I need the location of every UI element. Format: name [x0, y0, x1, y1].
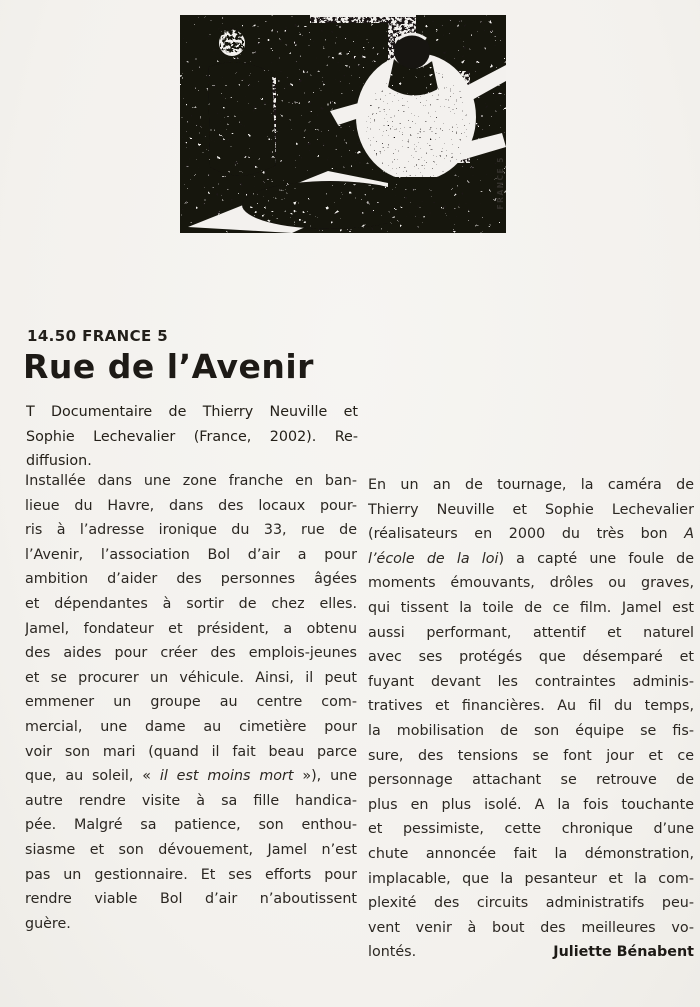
text-line: aussi performant, attentif et naturel	[368, 624, 694, 641]
text-line: des aides pour créer des emplois-jeunes	[25, 645, 357, 662]
text-line: l’Avenir, l’association Bol d’air a pour	[25, 546, 357, 563]
text-line: chute annoncée fait la démonstration,	[368, 845, 694, 862]
text-line: implacable, que la pesanteur et la com-	[368, 870, 694, 887]
text-line: Jamel, fondateur et président, a obtenu	[25, 620, 357, 637]
right-column	[368, 473, 694, 965]
text-line: la mobilisation de son équipe se fis-	[368, 722, 694, 739]
text-line: Thierry Neuville et Sophie Lechevalier	[368, 501, 694, 518]
text-line: lieue du Havre, dans des locaux pour-	[25, 497, 357, 514]
text-line: Sophie Lechevalier (France, 2002). Re-	[26, 428, 358, 445]
text-line: pée. Malgré sa patience, son enthou-	[25, 817, 357, 834]
text-line: ris à l’adresse ironique du 33, rue de	[25, 522, 357, 539]
text-line: En un an de tournage, la caméra de	[368, 477, 694, 493]
text-line: T Documentaire de Thierry Neuville et	[26, 404, 358, 420]
text-line: et se procurer un véhicule. Ainsi, il peut	[25, 669, 357, 686]
article-title: Rue de l’Avenir	[23, 347, 314, 386]
photo-credit: FRANCE 5	[496, 155, 505, 209]
credits-block	[26, 400, 358, 474]
text-line: plus en plus isolé. A la fois touchante	[368, 796, 694, 813]
photo-image	[180, 15, 506, 233]
text-line: guère.	[25, 915, 71, 932]
text-line: rendre viable Bol d’air n’aboutissent	[25, 891, 357, 908]
byline: Juliette Bénabent	[553, 944, 694, 961]
text-line: fuyant devant les contraintes adminis-	[368, 673, 694, 690]
text-line: diffusion.	[26, 453, 92, 470]
text-line: avec ses protégés que désemparé et	[368, 649, 694, 666]
closing-word: lontés.	[368, 944, 417, 961]
text-line: sure, des tensions se font jour et ce	[368, 747, 694, 764]
text-line: mercial, une dame au cimetière pour	[25, 718, 357, 735]
text-line: vent venir à bout des meilleures vo-	[368, 919, 694, 936]
text-line: siasme et son dévouement, Jamel n’est	[25, 841, 357, 858]
text-line: ambition d’aider des personnes âgées	[25, 571, 357, 588]
text-line: Installée dans une zone franche en ban-	[25, 473, 357, 489]
text-line: qui tissent la toile de ce film. Jamel est	[368, 599, 694, 616]
text-line: l’école de la loi) a capté une foule de	[368, 550, 694, 567]
text-line: emmener un groupe au centre com-	[25, 694, 357, 711]
text-line: autre rendre visite à sa fille handica-	[25, 792, 357, 809]
left-column	[25, 469, 357, 936]
text-line: (réalisateurs en 2000 du très bon A	[368, 526, 694, 543]
text-line: plexité des circuits administratifs peu-	[368, 895, 694, 912]
time-channel-heading: 14.50 FRANCE 5	[27, 327, 169, 345]
text-line: que, au soleil, « il est moins mort »), une	[25, 768, 357, 785]
text-line: tratives et financières. Au fil du temps,	[368, 698, 694, 715]
text-line: moments émouvants, drôles ou graves,	[368, 575, 694, 592]
text-line: et pessimiste, cette chronique d’une	[368, 821, 694, 838]
text-line: et dépendantes à sortir de chez elles.	[25, 595, 357, 612]
text-line: personnage attachant se retrouve de	[368, 772, 694, 789]
byline-line	[368, 940, 694, 965]
text-line: pas un gestionnaire. Et ses efforts pour	[25, 866, 357, 883]
article-photo	[180, 15, 506, 233]
text-line: voir son mari (quand il fait beau parce	[25, 743, 357, 760]
